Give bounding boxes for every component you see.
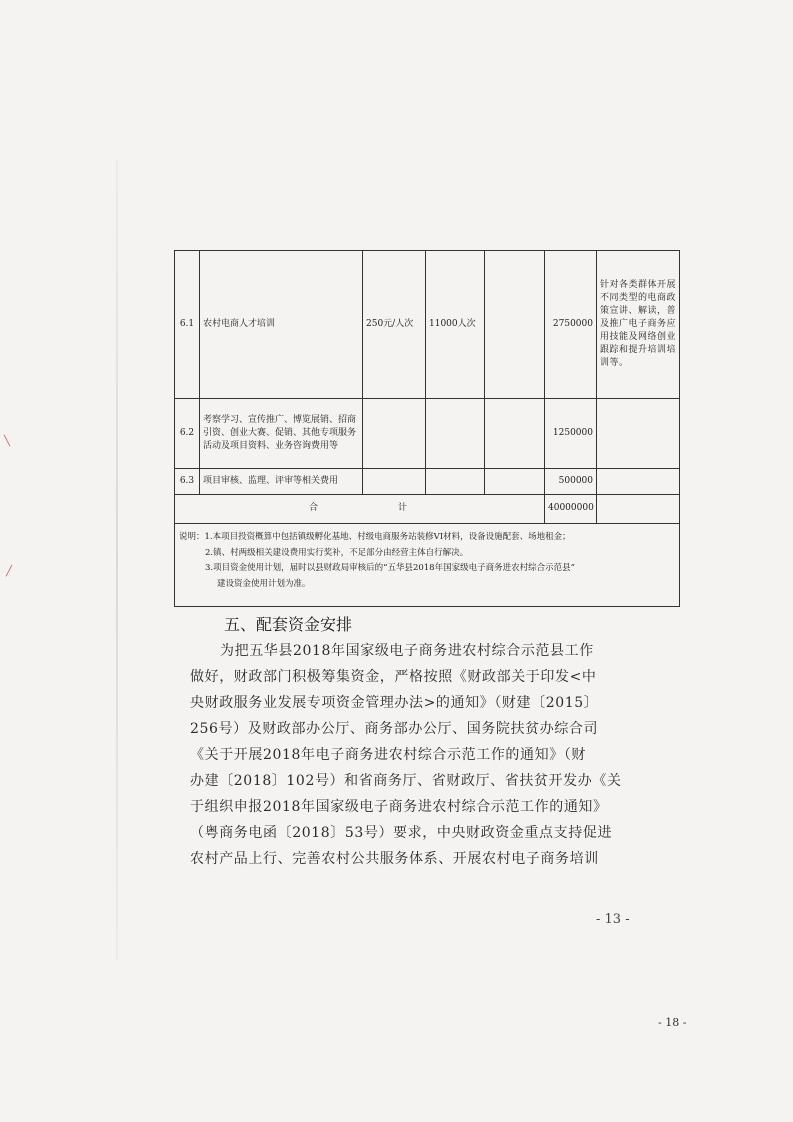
notes-row xyxy=(175,524,680,607)
row-number: 6.2 xyxy=(175,399,200,469)
item-name: 农村电商人才培训 xyxy=(200,251,363,399)
outer-page-number: - 18 - xyxy=(658,1016,687,1029)
amount: 500000 xyxy=(545,469,597,495)
quantity: 11000人次 xyxy=(426,251,485,399)
total-amount: 40000000 xyxy=(545,495,597,524)
page-number: - 13 - xyxy=(596,912,630,927)
table-row xyxy=(175,469,680,495)
note-line: 建设资金使用计划为准。 xyxy=(217,579,311,590)
section-title: 五、配套资金安排 xyxy=(224,615,353,634)
paragraph-line: 于组织申报2018年国家级电子商务进农村综合示范工作的通知》 xyxy=(190,799,608,815)
red-seal-mark: ╱ xyxy=(6,566,13,577)
paragraph-line: 256号）及财政部办公厅、商务部办公厅、国务院扶贫办综合司 xyxy=(190,721,599,737)
empty-cell xyxy=(485,251,545,399)
quantity xyxy=(426,469,485,495)
budget-table xyxy=(174,250,677,607)
total-row xyxy=(175,495,680,524)
remark xyxy=(597,399,680,469)
amount: 1250000 xyxy=(545,399,597,469)
unit-price xyxy=(363,399,426,469)
empty-cell xyxy=(597,495,680,524)
unit-price: 250元/人次 xyxy=(363,251,426,399)
amount: 2750000 xyxy=(545,251,597,399)
note-line: 3.项目资金使用计划，届时以县财政局审核后的“五华县2018年国家级电子商务进农村综合示范县” xyxy=(205,563,575,574)
row-number: 6.3 xyxy=(175,469,200,495)
total-label: 合计 xyxy=(175,495,545,524)
note-line: 2.镇、村两级相关建设费用实行奖补，不足部分由经营主体自行解决。 xyxy=(205,547,469,558)
remark: 针对各类群体开展不同类型的电商政策宣讲、解读，普及推广电子商务应用技能及网络创业跟踪和提升培训培训等。 xyxy=(597,251,680,399)
item-name: 项目审核、监理、评审等相关费用 xyxy=(200,469,363,495)
table-notes xyxy=(175,524,680,607)
body-paragraph xyxy=(190,638,650,872)
empty-cell xyxy=(485,399,545,469)
scan-edge-shadow xyxy=(116,160,118,960)
paragraph-line: 办建〔2018〕102号）和省商务厅、省财政厅、省扶贫开发办《关 xyxy=(190,773,622,789)
empty-cell xyxy=(485,469,545,495)
table-row xyxy=(175,251,680,399)
item-name: 考察学习、宣传推广、博览展销、招商引资、创业大赛、促销、其他专项服务活动及项目资料、业务咨询费用等 xyxy=(200,399,363,469)
row-number: 6.1 xyxy=(175,251,200,399)
paragraph-line: 做好，财政部门积极筹集资金，严格按照《财政部关于印发<中 xyxy=(190,669,597,685)
paragraph-line: （粤商务电函〔2018〕53号）要求，中央财政资金重点支持促进 xyxy=(190,825,613,841)
paragraph-line: 《关于开展2018年电子商务进农村综合示范工作的通知》（财 xyxy=(190,747,587,763)
paragraph-line: 央财政服务业发展专项资金管理办法>的通知》（财建〔2015〕 xyxy=(190,695,599,711)
paragraph-line: 为把五华县2018年国家级电子商务进农村综合示范县工作 xyxy=(220,643,594,659)
red-seal-mark: ╲ xyxy=(4,436,11,447)
note-line: 说明：1.本项目投资概算中包括镇级孵化基地、村级电商服务站装修VI材料，设备设施配套、场地租金； xyxy=(179,532,571,542)
unit-price xyxy=(363,469,426,495)
remark xyxy=(597,469,680,495)
paragraph-line: 农村产品上行、完善农村公共服务体系、开展农村电子商务培训 xyxy=(190,851,599,867)
quantity xyxy=(426,399,485,469)
table-row xyxy=(175,399,680,469)
